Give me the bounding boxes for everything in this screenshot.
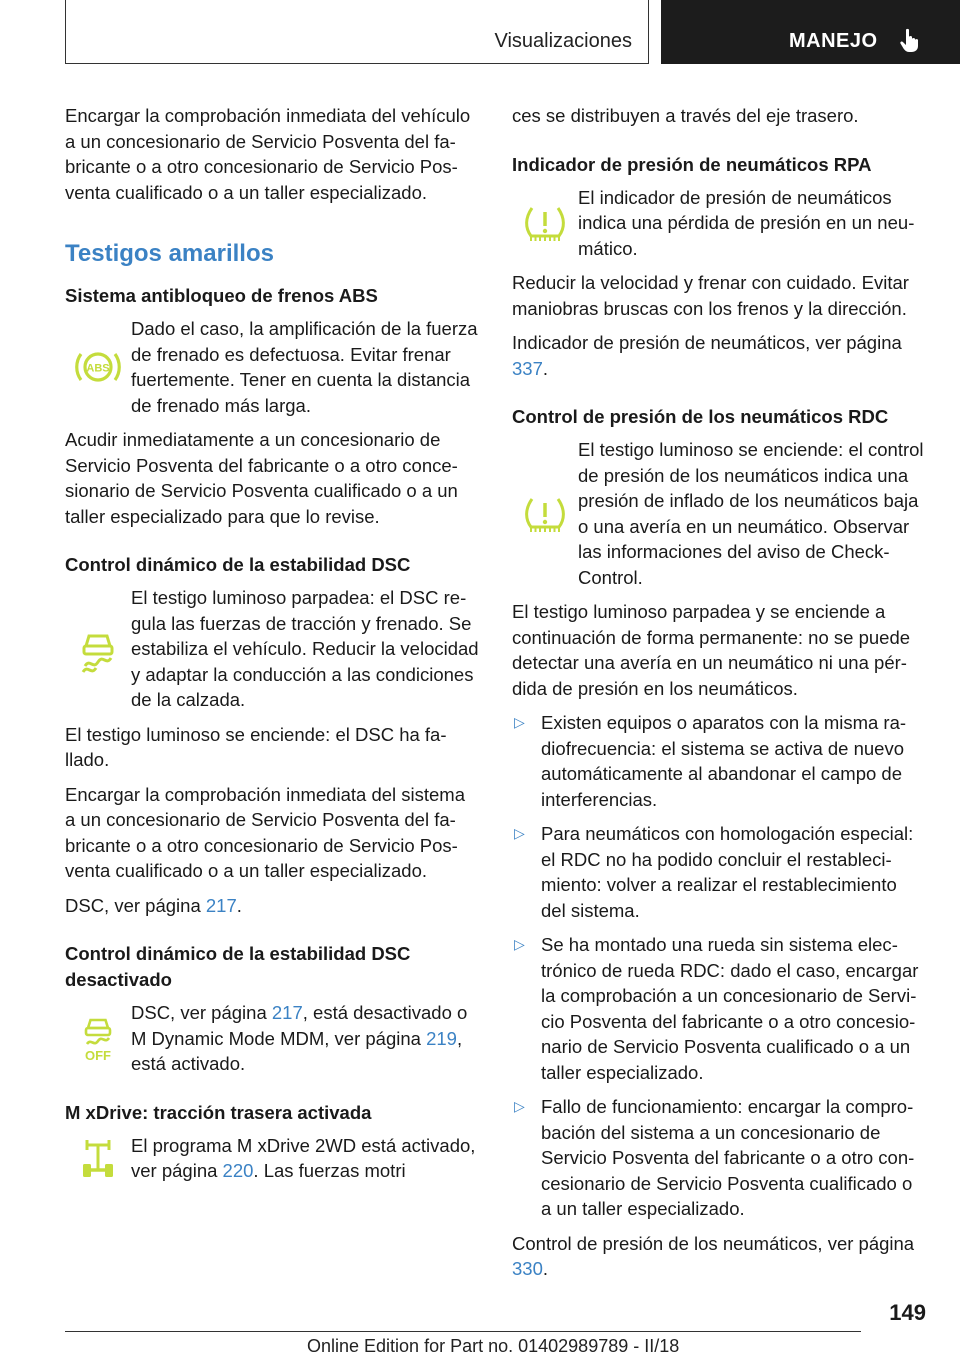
xdrive-title: M xDrive: tracción trasera activada: [65, 1101, 372, 1123]
xdrive-text-2: . Las fuerzas motri: [253, 1160, 406, 1181]
dsc-off-text-2: , está desactivado o M Dynamic Mode MDM, ver página: [131, 1002, 468, 1049]
abs-warning-icon: [73, 342, 123, 392]
rdc-lamp-block: [512, 437, 926, 590]
abs-text-2: Acudir inmediatamente a un concesionario de Servicio Posventa del fabricante o a otro concesionario de Servicio Posventa cualificado o a un taller especializado para que lo revise.: [65, 429, 458, 527]
dsc-off-page-link-2[interactable]: 219: [426, 1027, 457, 1049]
rpa-ref-text: Indicador de presión de neumáticos, ver página: [512, 332, 902, 353]
rpa-reference: [512, 330, 926, 381]
tire-pressure-icon: [520, 198, 570, 248]
rdc-ref-end: .: [542, 1258, 549, 1279]
footer-divider: [65, 1331, 861, 1332]
rdc-title: Control de presión de los neumáticos RDC: [512, 406, 889, 427]
rpa-text-2: Reducir la velocidad y frenar con cuidado. Evitar maniobras bruscas con los frenos y la dirección.: [512, 272, 909, 319]
rdc-page-link[interactable]: 330: [512, 1258, 543, 1279]
xdrive-text: [131, 1133, 479, 1184]
dsc-text-2: El testigo luminoso se enciende: el DSC ha fallado.: [65, 723, 447, 770]
xdrive-text-1: El programa M xDrive 2WD está activado, ver página: [131, 1134, 476, 1181]
header-chapter-tab: [661, 0, 960, 64]
dsc-page-link[interactable]: 217: [205, 894, 237, 916]
rdc-text-1: El testigo luminoso se enciende: el control de presión de los neumáticos indica una presión de inflado de los neumáticos baja o una avería en un neumático. Observar las informaciones del aviso de Check-Control.: [578, 439, 924, 588]
list-item: [512, 932, 926, 1085]
rdc-ref-text: Control de presión de los neumáticos, ver página: [512, 1232, 915, 1254]
triangle-bullet-icon: ▷: [514, 714, 525, 730]
xdrive-axle-icon: [73, 1133, 123, 1183]
list-item-text: Existen equipos o aparatos con la misma radiofrecuencia: el sistema se activa de nuevo automáticamente al abandonar el campo de interferencias.: [541, 712, 907, 810]
continued-paragraph: ces se distribuyen a través del eje trasero.: [512, 105, 859, 126]
triangle-bullet-icon: ▷: [514, 936, 525, 952]
rpa-lamp-block: [512, 185, 926, 262]
list-item: [512, 821, 926, 923]
dsc-text-1: El testigo luminoso parpadea: el DSC regula las fuerzas de tracción y frenado. Se estabiliza el vehículo. Reducir la velocidad y adaptar la conducción a las condiciones de la calzada.: [131, 587, 479, 710]
abs-text-1: Dado el caso, la amplificación de la fuerza de frenado es defectuosa. Evitar frenar fuertemente. Tener en cuenta la distancia de frenado más larga.: [131, 318, 478, 416]
rpa-text-1: El indicador de presión de neumáticos indica una pérdida de presión en un neumático.: [578, 186, 915, 259]
dsc-off-lamp-block: [65, 1000, 479, 1077]
rdc-reference: [512, 1231, 926, 1282]
header-section-title: Visualizaciones: [494, 30, 632, 52]
xdrive-page-link[interactable]: 220: [222, 1160, 254, 1181]
section-heading-yellow-lamps: Testigos amarillos: [65, 240, 274, 267]
triangle-bullet-icon: ▷: [514, 1098, 525, 1114]
list-item-text: Para neumáticos con homologación especial: el RDC no ha podido concluir el restablecimiento: volver a realizar el restablecimiento del sistema.: [541, 823, 914, 921]
header-chapter-label: MANEJO: [789, 30, 878, 52]
rpa-page-link[interactable]: 337: [512, 357, 543, 379]
pointing-hand-icon: [897, 26, 925, 54]
svg-text:OFF: OFF: [85, 1048, 111, 1064]
dsc-off-title: Control dinámico de la estabilidad DSC desactivado: [65, 943, 411, 990]
dsc-lamp-block: [65, 585, 479, 713]
left-column: [65, 103, 479, 1184]
abs-title: Sistema antibloqueo de frenos ABS: [65, 285, 378, 306]
dsc-text-3: Encargar la comprobación inmediata del sistema a un concesionario de Servicio Posventa del fabricante o a otro concesionario de Servicio Posventa cualificado o a un taller especializado.: [65, 783, 466, 881]
dsc-off-text-3: , está activado.: [131, 1027, 463, 1074]
dsc-ref-end: .: [236, 894, 242, 916]
list-item-text: Fallo de funcionamiento: encargar la comprobación del sistema a un concesionario de Servicio Posventa del fabricante o a otro concesionario de Servicio Posventa cualificado o a un taller especializado.: [541, 1096, 915, 1219]
xdrive-lamp-block: [65, 1133, 479, 1184]
dsc-off-text-1: DSC, ver página: [131, 1002, 272, 1023]
footer-edition: Online Edition for Part no. 01402989789 - II/18: [307, 1336, 680, 1356]
rpa-ref-end: .: [542, 357, 549, 379]
dsc-skid-icon: [73, 624, 123, 674]
svg-text:ABS: ABS: [86, 362, 110, 375]
rdc-bullet-list: [512, 710, 926, 1222]
rpa-title: Indicador de presión de neumáticos RPA: [512, 153, 872, 175]
dsc-ref-text: DSC, ver página: [65, 894, 206, 916]
abs-lamp-block: [65, 316, 479, 418]
right-column: [512, 103, 926, 1282]
rdc-text-2: El testigo luminoso parpadea y se enciende a continuación de forma permanente: no se puede detectar una avería en un neumático ni una pérdida de presión en los neumáticos.: [512, 601, 911, 699]
dsc-text-1-head: [131, 585, 479, 713]
dsc-off-icon: [73, 1013, 123, 1063]
dsc-reference: [65, 893, 479, 919]
page-number: 149: [889, 1300, 926, 1325]
header-section-box: [65, 0, 649, 64]
triangle-bullet-icon: ▷: [514, 825, 525, 841]
intro-paragraph: Encargar la comprobación inmediata del vehículo a un concesionario de Servicio Posventa del fabricante o a otro concesionario de Servicio Posventa cualificado o a un taller especializado.: [65, 105, 471, 203]
list-item-text: Se ha montado una rueda sin sistema electrónico de rueda RDC: dado el caso, encargar la comprobación a un concesionario de Servicio Posventa del fabricante o a otro concesionario de Servicio Posventa cualificado o a un taller especializado.: [541, 934, 919, 1083]
dsc-title: Control dinámico de la estabilidad DSC: [65, 554, 411, 575]
list-item: [512, 710, 926, 812]
list-item: [512, 1094, 926, 1222]
dsc-off-text: [131, 1000, 479, 1077]
tire-pressure-icon: [520, 489, 570, 539]
dsc-off-page-link-1[interactable]: 217: [271, 1002, 303, 1023]
